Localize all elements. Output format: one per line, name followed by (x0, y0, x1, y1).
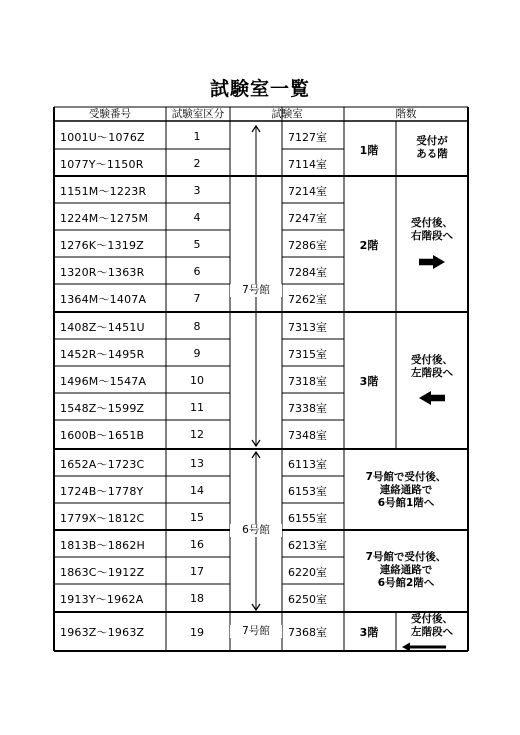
room-category: 8 (193, 320, 201, 333)
page-title: 試験室一覧 (209, 78, 310, 100)
exam-room: 7315室 (288, 347, 327, 361)
exam-room: 7127室 (288, 130, 327, 144)
exam-number-range: 1813B～1862H (60, 538, 146, 552)
room-category: 13 (190, 457, 204, 470)
exam-room: 7284室 (288, 265, 327, 279)
exam-room: 6153室 (288, 484, 327, 498)
exam-number-range: 1077Y～1150R (60, 157, 144, 171)
exam-number-range: 1600B～1651B (60, 428, 145, 442)
arrow-right-icon (419, 255, 445, 269)
room-category: 19 (190, 625, 204, 639)
note-to-building6-2f: 7号館で受付後、 連絡通路で 6号館2階へ (365, 551, 447, 589)
header-exam-room: 試験室 (271, 108, 303, 120)
exam-room: 6250室 (288, 592, 327, 606)
exam-room: 7214室 (288, 184, 327, 198)
exam-room: 7348室 (288, 428, 327, 442)
header-floor: 階数 (395, 108, 417, 120)
exam-number-range: 1779X～1812C (60, 511, 145, 525)
exam-room: 7286室 (288, 238, 327, 252)
note-reception: 受付が ある階 (416, 135, 448, 160)
exam-room: 7368室 (288, 626, 327, 639)
exam-number-range: 1452R～1495R (60, 347, 145, 361)
exam-number-range: 1963Z～1963Z (60, 626, 145, 639)
exam-number-range: 1496M～1547A (60, 374, 147, 388)
floor-1: 1階 (359, 144, 379, 157)
floor-3: 3階 (359, 375, 379, 388)
exam-room: 7338室 (288, 401, 327, 415)
room-category: 11 (190, 401, 204, 414)
exam-room: 7318室 (288, 374, 327, 388)
building-label-7-upper: 7号館 (230, 284, 282, 297)
exam-room: 7247室 (288, 211, 327, 225)
floor-3-last: 3階 (359, 626, 379, 639)
exam-room: 6220室 (288, 565, 327, 579)
room-category: 15 (190, 511, 204, 524)
room-category: 14 (190, 484, 204, 497)
room-category: 3 (193, 184, 201, 197)
exam-room: 7313室 (288, 320, 327, 334)
note-right-stairs: 受付後、 右階段へ (411, 217, 453, 242)
room-category: 7 (193, 292, 201, 305)
room-category: 17 (190, 565, 204, 578)
exam-room: 7114室 (288, 157, 327, 171)
room-category: 4 (193, 211, 201, 224)
exam-number-range: 1320R～1363R (60, 265, 145, 279)
exam-number-range: 1224M～1275M (60, 211, 149, 225)
floor-2: 2階 (359, 239, 379, 252)
exam-number-range: 1001U～1076Z (60, 130, 145, 144)
exam-number-range: 1652A～1723C (60, 457, 145, 471)
exam-number-range: 1724B～1778Y (60, 484, 144, 498)
exam-room: 6213室 (288, 538, 327, 552)
note-left-stairs: 受付後、 左階段へ (411, 354, 453, 379)
exam-room: 6113室 (288, 457, 327, 471)
room-category: 6 (193, 265, 201, 278)
exam-number-range: 1408Z～1451U (60, 320, 145, 334)
exam-room: 6155室 (288, 511, 327, 525)
note-left-stairs-last: 受付後、 左階段へ (411, 613, 453, 638)
exam-number-range: 1863C～1912Z (60, 565, 145, 579)
arrow-left-icon (419, 391, 445, 405)
exam-room: 7262室 (288, 292, 327, 306)
room-category: 1 (193, 130, 201, 143)
room-category: 12 (190, 428, 204, 441)
exam-number-range: 1913Y～1962A (60, 592, 144, 606)
exam-number-range: 1364M～1407A (60, 292, 147, 306)
exam-number-range: 1276K～1319Z (60, 238, 144, 252)
room-category: 2 (193, 157, 201, 170)
room-category: 10 (190, 374, 204, 387)
room-category: 18 (190, 592, 204, 605)
note-to-building6-1f: 7号館で受付後、 連絡通路で 6号館1階へ (365, 471, 447, 509)
header-exam-number: 受験番号 (89, 108, 131, 120)
room-category: 16 (190, 538, 204, 551)
building-label-7-last: 7号館 (230, 625, 282, 638)
room-category: 5 (193, 238, 201, 251)
exam-number-range: 1548Z～1599Z (60, 401, 145, 415)
header-category: 試験室区分 (171, 108, 225, 120)
room-category: 9 (193, 347, 201, 360)
building-label-6: 6号館 (230, 524, 282, 537)
exam-number-range: 1151M～1223R (60, 184, 147, 198)
